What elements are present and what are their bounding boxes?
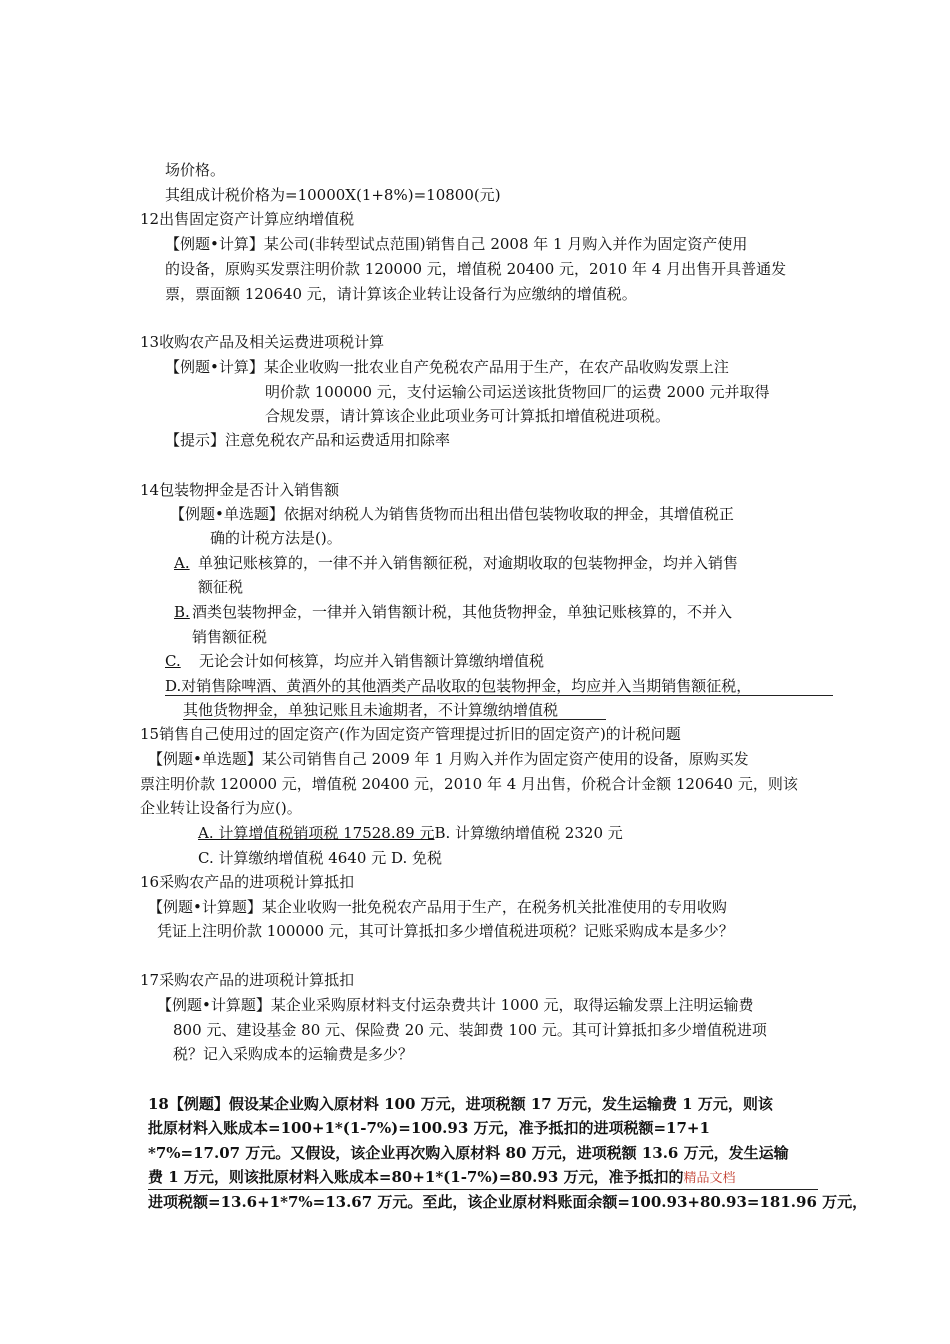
option-d-underline-1	[165, 695, 833, 696]
section-18-line-1: 18【例题】假设某企业购入原材料 100 万元，进项税额 17 万元，发生运输费 1 万元，则该	[148, 1095, 773, 1113]
intro-line-2: 其组成计税价格为=10000X(1+8%)=10800(元)	[165, 186, 501, 204]
section-15-option-a: A. 计算增值税销项税 17528.89 元	[198, 824, 435, 842]
section-14-heading: 14包装物押金是否计入销售额	[140, 481, 340, 499]
section-12-heading: 12出售固定资产计算应纳增值税	[140, 210, 355, 228]
section-13-tip: 【提示】注意免税农产品和运费适用扣除率	[165, 431, 451, 449]
section-12-question-line-3: 票，票面额 120640 元，请计算该企业转让设备行为应缴纳的增值税。	[165, 285, 637, 303]
section-13-question-line-2: 明价款 100000 元，支付运输公司运送该批货物回厂的运费 2000 元并取得	[265, 383, 770, 401]
option-a-line-2: 额征税	[198, 578, 244, 596]
section-15-question-line-2: 票注明价款 120000 元，增值税 20400 元，2010 年 4 月出售，价税合计金额 120640 元，则该	[140, 775, 798, 793]
intro-line-1: 场价格。	[165, 161, 226, 179]
section-16-question-line-1: 【例题•计算题】某企业收购一批免税农产品用于生产，在税务机关批准使用的专用收购	[148, 898, 727, 916]
section-13-question-line-1: 【例题•计算】某企业收购一批农业自产免税农产品用于生产，在农产品收购发票上注	[165, 358, 729, 376]
section-18-divider	[148, 1189, 818, 1190]
option-b-line-1: 酒类包装物押金，一律并入销售额计税，其他货物押金，单独记账核算的，不并入	[192, 603, 733, 621]
option-d-underline-2	[183, 719, 606, 720]
section-17-question-line-2: 800 元、建设基金 80 元、保险费 20 元、装卸费 100 元。其可计算抵扣多少增值税进项	[173, 1021, 767, 1039]
option-a-label: A.	[174, 554, 190, 572]
option-c-line-1: 无论会计如何核算，均应并入销售额计算缴纳增值税	[199, 652, 545, 670]
section-12-question-line-1: 【例题•计算】某公司(非转型试点范围)销售自己 2008 年 1 月购入并作为固定资产使用	[165, 235, 748, 253]
watermark-text: 精品文档	[683, 1171, 736, 1186]
option-c-label: C.	[165, 652, 181, 670]
section-12-question-line-2: 的设备，原购买发票注明价款 120000 元，增值税 20400 元，2010 年 4 月出售开具普通发	[165, 260, 787, 278]
section-18-line-4	[148, 1167, 736, 1189]
option-b-line-2: 销售额征税	[192, 628, 268, 646]
section-18-line-2: 批原材料入账成本=100+1*(1-7%)=100.93 万元，准予抵扣的进项税额=17+1	[148, 1119, 710, 1137]
section-15-options-row-1	[198, 823, 623, 843]
section-16-heading: 16采购农产品的进项税计算抵扣	[140, 873, 355, 891]
section-13-heading: 13收购农产品及相关运费进项税计算	[140, 333, 385, 351]
section-15-question-line-3: 企业转让设备行为应()。	[140, 799, 302, 817]
section-17-question-line-1: 【例题•计算题】某企业采购原材料支付运杂费共计 1000 元，取得运输发票上注明运输费	[157, 996, 754, 1014]
section-15-option-b: B. 计算缴纳增值税 2320 元	[434, 824, 623, 842]
section-15-options-row-2: C. 计算缴纳增值税 4640 元 D. 免税	[198, 849, 442, 867]
section-14-question-line-2: 确的计税方法是()。	[210, 529, 342, 547]
option-b-label: B.	[174, 603, 190, 621]
section-17-question-line-3: 税？记入采购成本的运输费是多少？	[173, 1045, 414, 1063]
section-18-line-4-text: 费 1 万元，则该批原材料入账成本=80+1*(1-7%)=80.93 万元，准予抵扣的	[148, 1168, 684, 1186]
section-16-question-line-2: 凭证上注明价款 100000 元，其可计算抵扣多少增值税进项税？记账采购成本是多少？	[157, 922, 734, 940]
section-18-line-3: *7%=17.07 万元。又假设，该企业再次购入原材料 80 万元，进项税额 13.6 万元，发生运输	[148, 1144, 789, 1162]
section-13-question-line-3: 合规发票，请计算该企业此项业务可计算抵扣增值税进项税。	[265, 407, 671, 425]
option-d-line-2: 其他货物押金，单独记账且未逾期者，不计算缴纳增值税	[183, 701, 559, 719]
section-15-heading: 15销售自己使用过的固定资产(作为固定资产管理提过折旧的固定资产)的计税问题	[140, 725, 681, 743]
section-17-heading: 17采购农产品的进项税计算抵扣	[140, 971, 355, 989]
section-15-question-line-1: 【例题•单选题】某公司销售自己 2009 年 1 月购入并作为固定资产使用的设备，原购买发	[148, 750, 749, 768]
section-14-question-line-1: 【例题•单选题】依据对纳税人为销售货物而出租出借包装物收取的押金，其增值税正	[170, 505, 734, 523]
option-d-line-1: D.对销售除啤酒、黄酒外的其他酒类产品收取的包装物押金，均应并入当期销售额征税，	[165, 677, 752, 695]
option-a-line-1: 单独记账核算的，一律不并入销售额征税，对逾期收取的包装物押金，均并入销售	[198, 554, 739, 572]
section-18-line-5: 进项税额=13.6+1*7%=13.67 万元。至此，该企业原材料账面余额=100.93+80.93=181.96 万元，	[148, 1193, 868, 1211]
